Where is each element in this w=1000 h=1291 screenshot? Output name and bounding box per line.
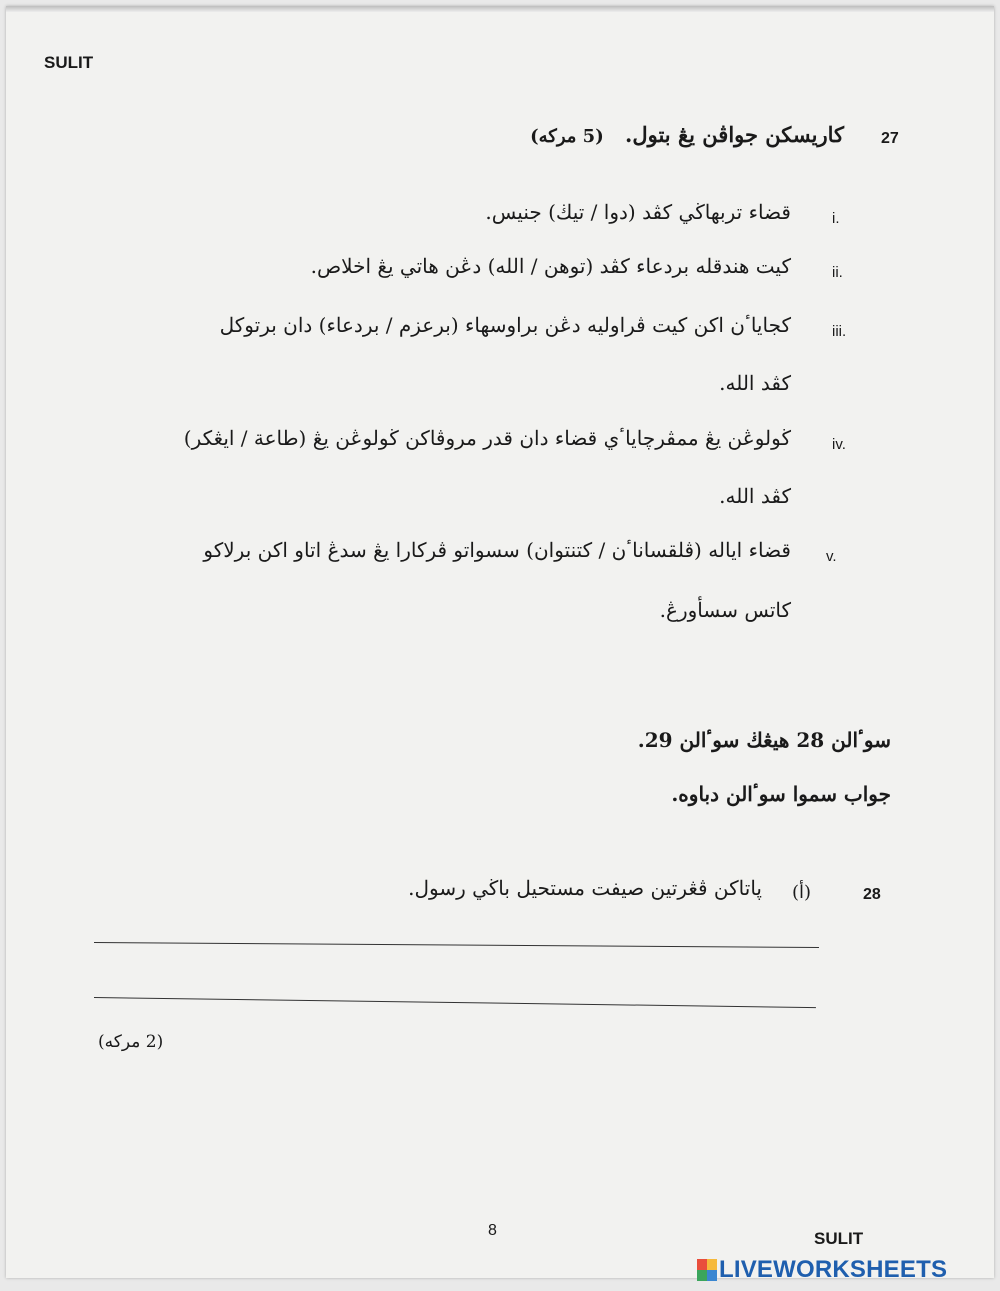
item-v-text-line1: قضاء اياله (ڤلقساناٴن / كتنتوان) سسواتو ڤركارا يڠ سدڠ اتاو اكن برلاكو: [203, 538, 791, 562]
item-i-text: قضاء تربهاڬي كڤد (دوا / تيڬ) جنيس.: [485, 200, 791, 224]
item-i-numeral: i.: [832, 210, 840, 227]
item-iv-text-line2: كڤد الله.: [719, 484, 791, 508]
question-27-instruction: [530, 122, 844, 147]
question-28-number: 28: [863, 886, 881, 903]
answer-line-1[interactable]: [94, 942, 819, 948]
section-note-line2: جواب سموا سوٴالن دباوه.: [671, 782, 891, 806]
liveworksheets-brand-text: LIVEWORKSHEETS: [719, 1256, 948, 1283]
item-iii-text-line2: كڤد الله.: [719, 371, 791, 395]
answer-line-2[interactable]: [94, 997, 816, 1008]
item-iii-text-line1: كجاياٴن اكن كيت ڤراوليه دڠن براوسهاء (برعزم / بردعاء) دان برتوكل: [219, 313, 791, 337]
question-28-text: ڽاتاكن ڤڠرتين صيفت مستحيل باڬي رسول.: [408, 876, 762, 900]
scan-top-edge: [6, 6, 994, 12]
question-27-number: 27: [881, 130, 899, 147]
liveworksheets-logo-icon: [697, 1259, 717, 1281]
question-28-part-label: (أ): [792, 882, 812, 903]
header-sulit-label: SULIT: [44, 53, 94, 72]
item-v-text-line2: كاتس سسأورڠ.: [659, 598, 791, 622]
worksheet-page: [6, 6, 994, 1278]
item-ii-numeral: ii.: [832, 264, 843, 281]
item-ii-text: كيت هندقله بردعاء كڤد (توهن / الله) دڠن هاتي يڠ اخلاص.: [310, 254, 791, 278]
section-note-line1: سوٴالن 28 هيڠڬ سوٴالن 29.: [637, 728, 891, 752]
footer-sulit-label: SULIT: [814, 1229, 864, 1248]
item-iii-numeral: iii.: [832, 323, 847, 340]
liveworksheets-brand[interactable]: [697, 1256, 947, 1284]
question-27-instruction-text: كاريسكن جواڤن يڠ بتول.: [625, 122, 844, 147]
item-v-numeral: v.: [826, 548, 837, 565]
question-27-marks: (5 مركه): [530, 126, 604, 147]
item-iv-text-line1: ڬولوڠن يڠ ممڤرچاياٴي قضاء دان قدر مروڤاكن ڬولوڠن يڠ (طاعة / ايڠكر): [183, 426, 791, 450]
page-number: 8: [488, 1222, 497, 1239]
question-28-marks: (2 مركه): [98, 1032, 164, 1052]
item-iv-numeral: iv.: [832, 436, 846, 453]
